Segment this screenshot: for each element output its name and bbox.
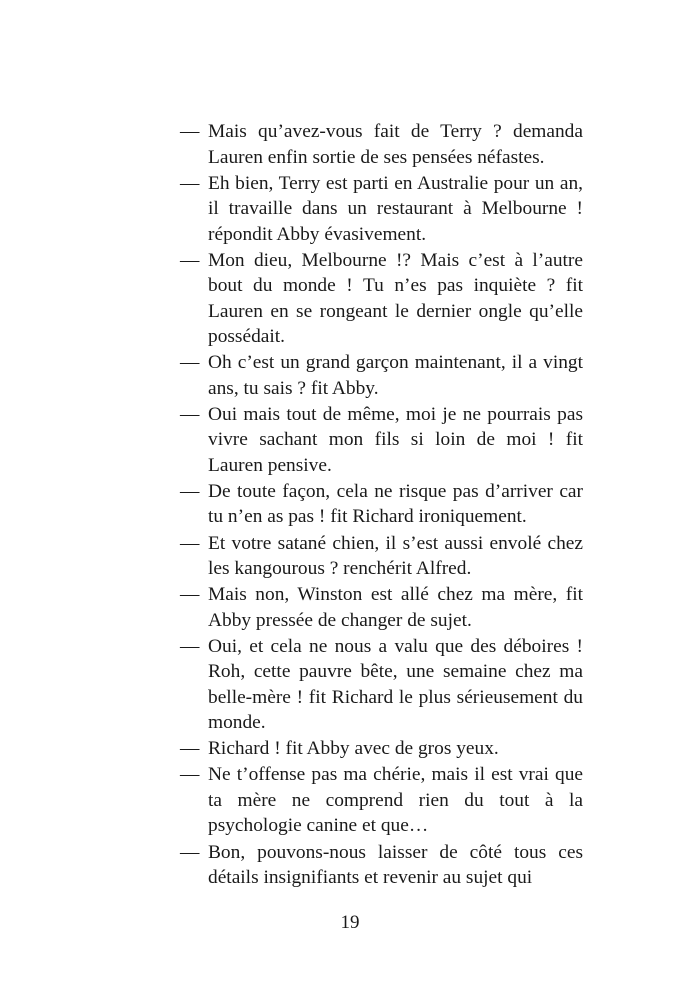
dialogue-paragraph (180, 634, 583, 736)
dialogue-paragraph (180, 402, 583, 479)
dialogue-dash: — (180, 738, 200, 760)
paragraph-text: Mon dieu, Melbourne !? Mais c’est à l’autre bout du monde ! Tu n’es pas inquiète ? fit Lauren en se rongeant le dernier ongle qu’elle possédait. (208, 249, 583, 348)
dialogue-paragraph (180, 248, 583, 350)
dialogue-paragraph (180, 119, 583, 170)
paragraph-text: Mais qu’avez-vous fait de Terry ? demanda Lauren enfin sortie de ses pensées néfastes. (208, 121, 583, 168)
dialogue-dash: — (180, 841, 200, 863)
paragraph-text: Bon, pouvons-nous laisser de côté tous ces détails insignifiants et revenir au sujet qui (208, 841, 583, 889)
dialogue-text (180, 119, 583, 891)
paragraph-text: Mais non, Winston est allé chez ma mère, fit Abby pressée de changer de sujet. (208, 584, 583, 631)
dialogue-dash: — (180, 352, 200, 374)
dialogue-dash: — (180, 764, 200, 786)
page-number: 19 (340, 912, 360, 933)
dialogue-dash: — (180, 249, 200, 271)
paragraph-text: Oui mais tout de même, moi je ne pourrais pas vivre sachant mon fils si loin de moi ! fit Lauren pensive. (208, 403, 583, 476)
paragraph-text: Eh bien, Terry est parti en Australie pour un an, il travaille dans un restaurant à Melbourne ! répondit Abby évasivement. (208, 172, 583, 245)
dialogue-dash: — (180, 635, 200, 657)
dialogue-paragraph (180, 531, 583, 582)
dialogue-dash: — (180, 172, 200, 194)
paragraph-text: Ne t’offense pas ma chérie, mais il est vrai que ta mère ne comprend rien du tout à la psychologie canine et que… (208, 764, 583, 837)
dialogue-dash: — (180, 121, 200, 142)
dialogue-dash: — (180, 403, 200, 425)
paragraph-text: De toute façon, cela ne risque pas d’arriver car tu n’en as pas ! fit Richard ironiquement. (208, 480, 583, 528)
dialogue-dash: — (180, 532, 200, 554)
dialogue-paragraph (180, 736, 583, 762)
paragraph-text: Oui, et cela ne nous a valu que des déboires ! Roh, cette pauvre bête, une semaine chez ma belle-mère ! fit Richard le plus sérieusement du monde. (208, 635, 583, 734)
paragraph-text: Richard ! fit Abby avec de gros yeux. (208, 738, 499, 760)
dialogue-paragraph (180, 762, 583, 839)
dialogue-paragraph (180, 479, 583, 530)
dialogue-paragraph (180, 171, 583, 248)
dialogue-dash: — (180, 480, 200, 502)
dialogue-paragraph (180, 840, 583, 891)
dialogue-paragraph (180, 582, 583, 633)
dialogue-dash: — (180, 584, 200, 606)
paragraph-text: Et votre satané chien, il s’est aussi envolé chez les kangourous ? renchérit Alfred. (208, 532, 583, 580)
dialogue-paragraph (180, 350, 583, 401)
paragraph-text: Oh c’est un grand garçon maintenant, il a vingt ans, tu sais ? fit Abby. (208, 352, 583, 399)
